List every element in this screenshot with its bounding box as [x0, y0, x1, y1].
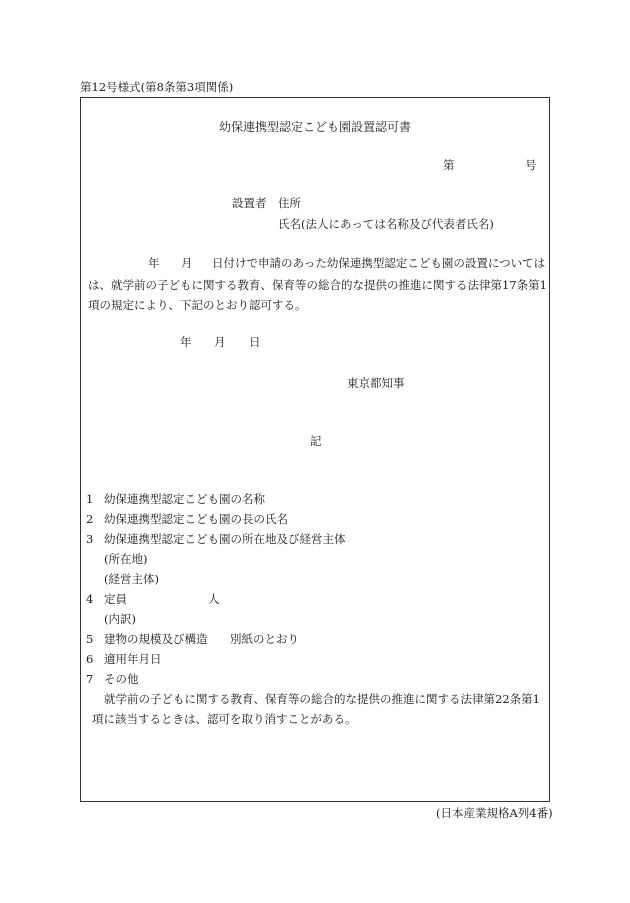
item-subtext: (所在地): [104, 552, 148, 566]
document-title: 幼保連携型認定こども園設置認可書: [218, 120, 411, 134]
number-go: 号: [525, 158, 537, 172]
body-line1: 日付けで申請のあった幼保連携型認定こども園の設置については: [212, 256, 546, 270]
form-label: 第12号様式(第8条第3項関係): [80, 80, 234, 94]
item-text: 定員: [104, 592, 127, 606]
body-month: 月: [181, 256, 193, 270]
item-subtext: (経営主体): [104, 572, 159, 586]
item-number: 2: [86, 512, 94, 526]
item-number: 5: [86, 632, 94, 646]
item-text: 幼保連携型認定こども園の所在地及び経営主体: [104, 532, 346, 546]
date-year: 年: [180, 335, 192, 349]
building-note: 別紙のとおり: [230, 632, 299, 646]
date-day: 日: [249, 335, 261, 349]
item-number: 1: [86, 492, 94, 506]
number-dai: 第: [443, 158, 455, 172]
capacity-unit: 人: [208, 592, 220, 606]
item-text: その他: [104, 672, 139, 686]
item-number: 6: [86, 652, 94, 666]
ki-heading: 記: [310, 434, 322, 448]
issuer: 東京都知事: [347, 376, 405, 390]
address-label: 住所: [278, 196, 301, 210]
item-text: 幼保連携型認定こども園の名称: [104, 492, 265, 506]
item-number: 4: [86, 592, 94, 606]
item-text: 幼保連携型認定こども園の長の氏名: [104, 512, 288, 526]
body-year: 年: [148, 256, 160, 270]
date-month: 月: [214, 335, 226, 349]
other-text-line1: 就学前の子どもに関する教育、保育等の総合的な提供の推進に関する法律第22条第1: [104, 692, 540, 706]
item-number: 7: [86, 672, 94, 686]
body-line3: 項の規定により、下記のとおり認可する。: [88, 298, 307, 312]
body-line2: は、就学前の子どもに関する教育、保育等の総合的な提供の推進に関する法律第17条第1: [88, 278, 547, 292]
applicant-label: 設置者: [232, 196, 267, 210]
item-text: 建物の規模及び構造: [104, 632, 208, 646]
item-subtext: (内訳): [104, 612, 136, 626]
name-label: 氏名(法人にあっては名称及び代表者氏名): [278, 217, 494, 231]
item-number: 3: [86, 532, 94, 546]
footer-note: (日本産業規格A列4番): [436, 806, 553, 820]
item-text: 適用年月日: [104, 652, 162, 666]
other-text-line2: 項に該当するときは、認可を取り消すことがある。: [92, 712, 357, 726]
